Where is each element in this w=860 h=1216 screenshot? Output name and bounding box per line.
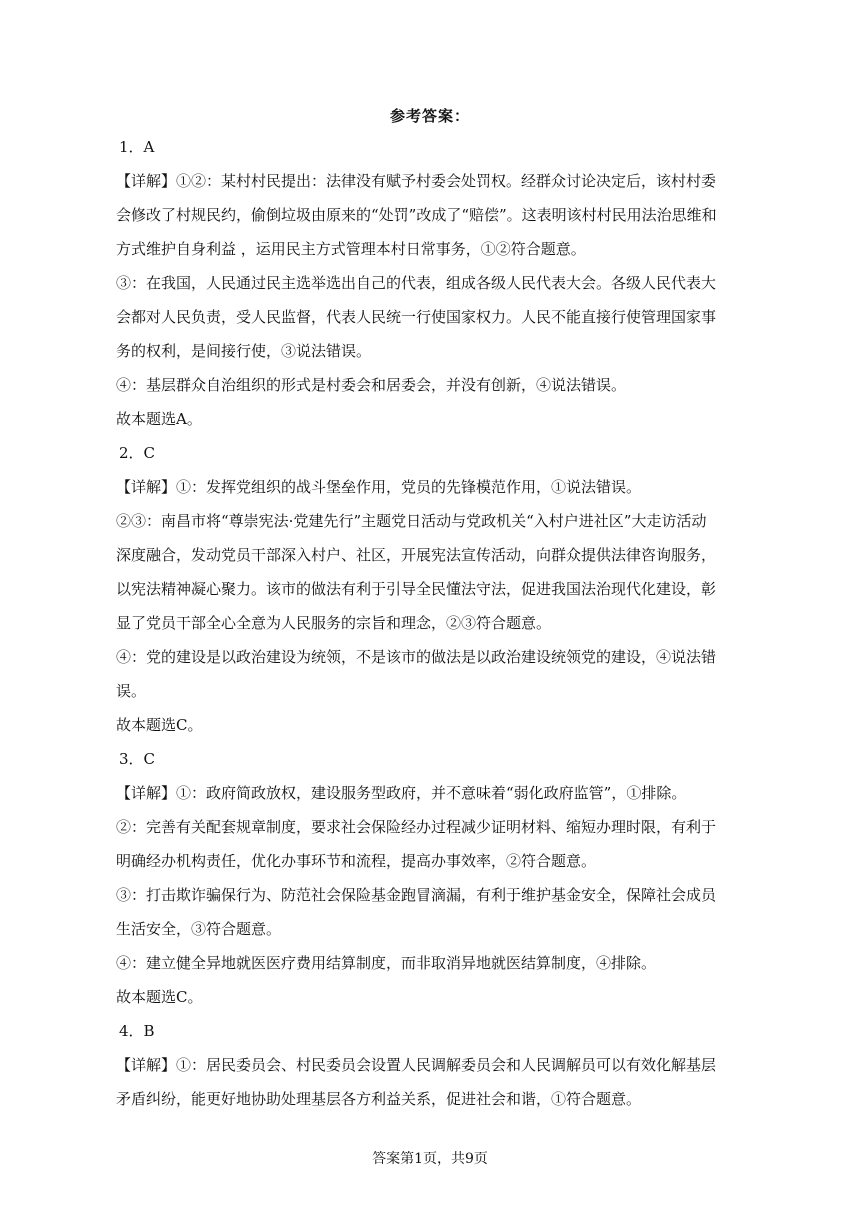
page-title: 参考答案： bbox=[389, 107, 470, 125]
answer-content bbox=[116, 130, 744, 1116]
text-line: 务的权利，是间接行使，③说法错误。 bbox=[116, 342, 372, 360]
text-line: ④：基层群众自治组织的形式是村委会和居委会，并没有创新，④说法错误。 bbox=[116, 376, 627, 394]
text-line: 生活安全，③符合题意。 bbox=[116, 920, 282, 938]
question-4-answer: 4．B bbox=[119, 1022, 155, 1040]
text-line: 会修改了村规民约，偷倒垃圾由原来的“处罚”改成了“赔偿”。这表明该村村民用法治思维和 bbox=[116, 206, 717, 224]
text-line: ②③：南昌市将“尊崇宪法·党建先行”主题党日活动与党政机关“入村户进社区”大走访活动 bbox=[116, 512, 707, 530]
text-line: ④：建立健全异地就医医疗费用结算制度，而非取消异地就医结算制度，④排除。 bbox=[116, 954, 657, 972]
text-line: 会都对人民负责，受人民监督，代表人民统一行使国家权力。人民不能直接行使管理国家事 bbox=[116, 308, 717, 326]
text-line: 【详解】①：居民委员会、村民委员会设置人民调解委员会和人民调解员可以有效化解基层 bbox=[116, 1056, 717, 1074]
question-3-answer: 3．C bbox=[119, 750, 156, 768]
question-1-answer: 1．A bbox=[119, 138, 155, 156]
text-line: ②：完善有关配套规章制度，要求社会保险经办过程减少证明材料、缩短办理时限，有利于 bbox=[116, 818, 717, 836]
text-line: 故本题选A。 bbox=[116, 410, 202, 428]
text-line: 故本题选C。 bbox=[116, 988, 203, 1006]
text-line: 显了党员干部全心全意为人民服务的宗旨和理念，②③符合题意。 bbox=[116, 614, 552, 632]
text-line: 矛盾纠纷，能更好地协助处理基层各方利益关系，促进社会和谐，①符合题意。 bbox=[116, 1090, 642, 1108]
text-line: 深度融合，发动党员干部深入村户、社区，开展宪法宣传活动，向群众提供法律咨询服务， bbox=[116, 546, 717, 564]
text-line: ④：党的建设是以政治建设为统领，不是该市的做法是以政治建设统领党的建设，④说法错 bbox=[116, 648, 717, 666]
page-footer: 答案第1页，共9页 bbox=[372, 1151, 488, 1167]
question-2-answer: 2．C bbox=[119, 444, 156, 462]
text-line: ③：在我国，人民通过民主选举选出自己的代表，组成各级人民代表大会。各级人民代表大 bbox=[116, 274, 717, 292]
text-line: 故本题选C。 bbox=[116, 716, 203, 734]
text-line: 以宪法精神凝心聚力。该市的做法有利于引导全民懂法守法，促进我国法治现代化建设，彰 bbox=[116, 580, 717, 598]
text-line: ③：打击欺诈骗保行为、防范社会保险基金跑冒滴漏，有利于维护基金安全，保障社会成员 bbox=[116, 886, 717, 904]
text-line: 【详解】①：政府简政放权，建设服务型政府，并不意味着“弱化政府监管”，①排除。 bbox=[116, 784, 687, 802]
text-line: 【详解】①：发挥党组织的战斗堡垒作用，党员的先锋模范作用，①说法错误。 bbox=[116, 478, 642, 496]
text-line: 误。 bbox=[116, 682, 147, 700]
text-line: 明确经办机构责任，优化办事环节和流程，提高办事效率，②符合题意。 bbox=[116, 852, 597, 870]
text-line: 方式维护自身利益 ，运用民主方式管理本村日常事务，①②符合题意。 bbox=[116, 240, 586, 258]
text-line: 【详解】①②：某村村民提出：法律没有赋予村委会处罚权。经群众讨论决定后，该村村委 bbox=[116, 172, 717, 190]
